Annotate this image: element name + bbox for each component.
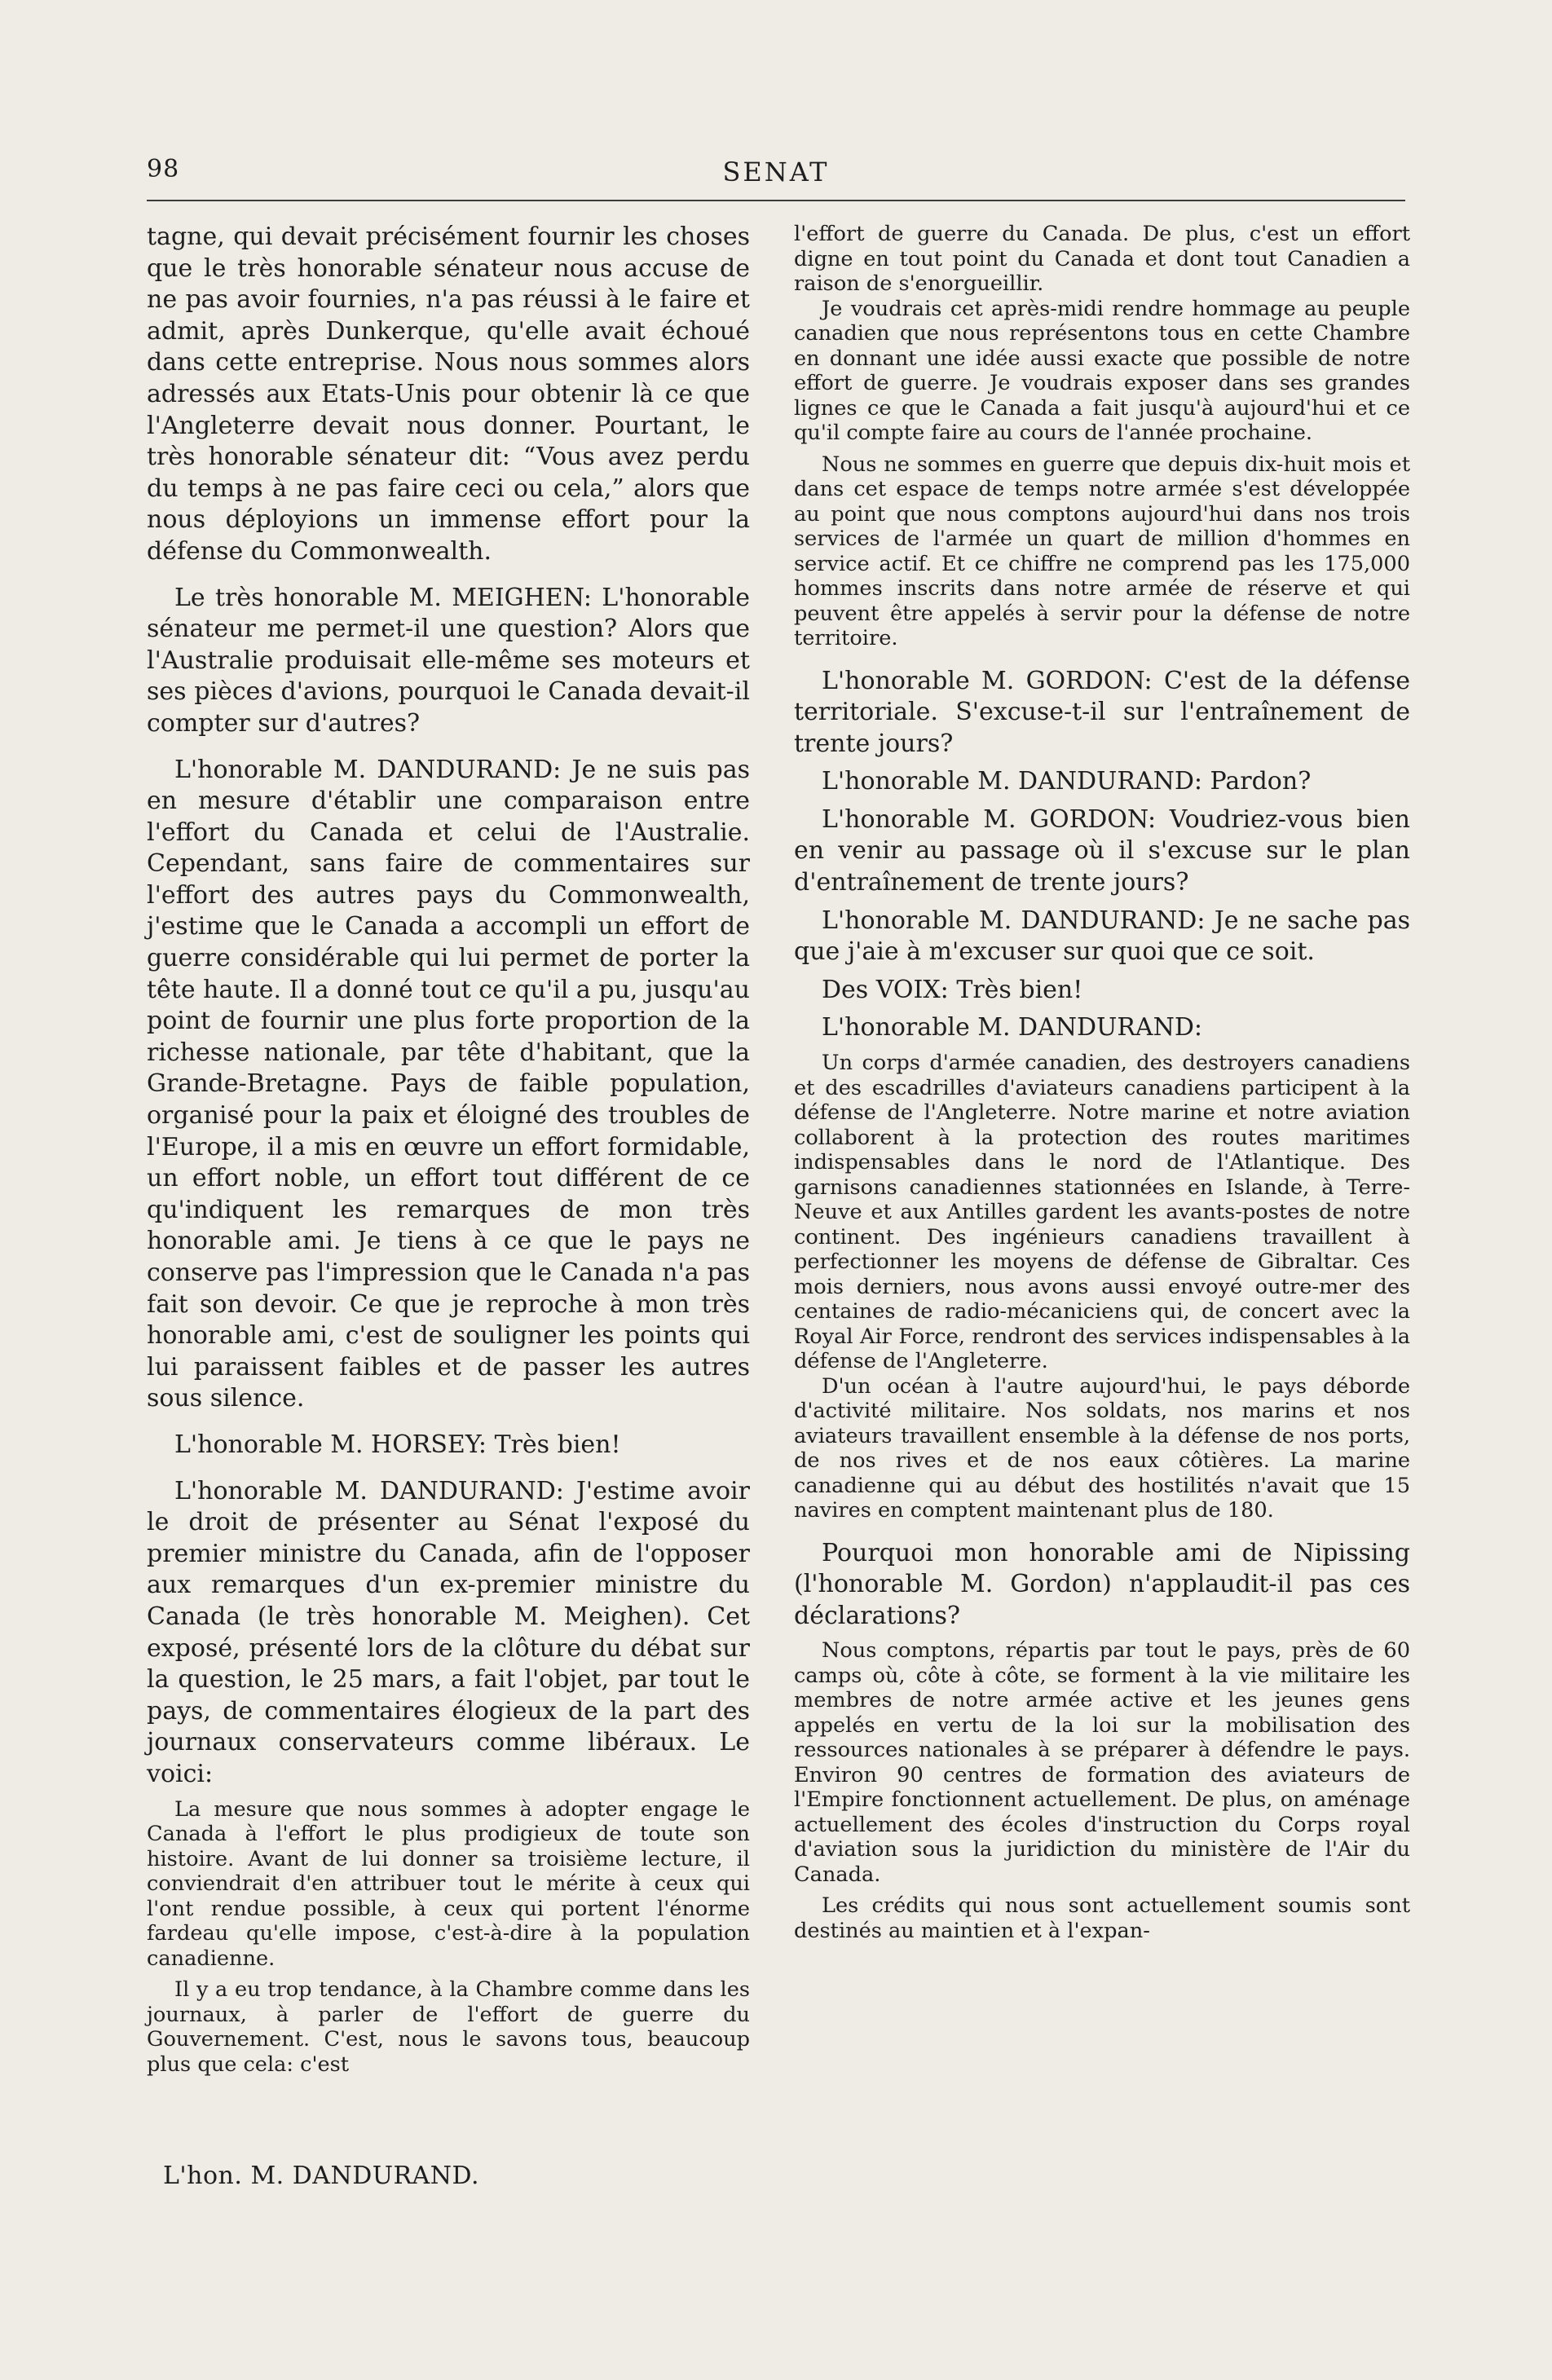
- paragraph: L'honorable M. DANDURAND:: [822, 1013, 1203, 1042]
- quoted-paragraph: Nous comptons, répartis par tout le pays, près de 60 camps où, côte à côte, se forment à la vie militaire les membres de notre armée active et les jeunes gens appelés en vertu de la loi sur la mobilisation des ressources nationales à se préparer à défendre le pays. Environ 90 centres de formation des aviateurs de l'Empire fonctionnent actuellement. De plus, on aménage actuellement des écoles d'instruction du Corps royal d'aviation sous la juridiction du ministère de l'Air du Canada.: [794, 1638, 1410, 1887]
- quoted-paragraph: La mesure que nous sommes à adopter engage le Canada à l'effort le plus prodigieux de toute son histoire. Avant de lui donner sa troisième lecture, il conviendrait d'en attribuer tout le mérite à ceux qui l'ont rendue possible, à ceux qui portent l'énorme fardeau qu'elle impose, c'est-à-dire à la population canadienne.: [147, 1796, 750, 1971]
- paragraph: L'honorable M. HORSEY: Très bien!: [174, 1430, 621, 1459]
- left-column: [147, 222, 750, 2077]
- paragraph: tagne, qui devait précisément fournir les choses que le très honorable sénateur nous accuse de ne pas avoir fournies, n'a pas réussi à le faire et admit, après Dunkerque, qu'elle avait échoué dans cette entreprise. Nous nous sommes alors adressés aux Etats-Unis pour obtenir là ce que l'Angleterre devait nous donner. Pourtant, le très honorable sénateur dit: “Vous avez perdu du temps à ne pas faire ceci ou cela,” alors que nous déployions un immense effort pour la défense du Commonwealth.: [147, 223, 750, 566]
- paragraph: L'honorable M. DANDURAND: Je ne suis pas en mesure d'établir une comparaison entre l'effort du Canada et celui de l'Australie. Cependant, sans faire de commentaires sur l'effort des autres pays du Commonwealth, j'estime que le Canada a accompli un effort de guerre considérable qui lui permet de porter la tête haute. Il a donné tout ce qu'il a pu, jusqu'au point de fournir une plus forte proportion de la richesse nationale, par tête d'habitant, que la Grande-Bretagne. Pays de faible population, organisé pour la paix et éloigné des troubles de l'Europe, il a mis en œuvre un effort formidable, un effort noble, un effort tout différent de ce qu'indiquent les remarques de mon très honorable ami. Je tiens à ce que le pays ne conserve pas l'impression que le Canada n'a pas fait son devoir. Ce que je reproche à mon très honorable ami, c'est de souligner les points qui lui paraissent faibles et de passer les autres sous silence.: [147, 755, 750, 1413]
- page-footer: L'hon. M. DANDURAND.: [163, 2162, 480, 2190]
- quoted-paragraph: Il y a eu trop tendance, à la Chambre comme dans les journaux, à parler de l'effort de guerre du Gouvernement. C'est, nous le savons tous, beaucoup plus que cela: c'est: [147, 1977, 750, 2077]
- quoted-paragraph: Les crédits qui nous sont actuellement soumis sont destinés au maintien et à l'expan-: [794, 1893, 1410, 1943]
- paragraph: Le très honorable M. MEIGHEN: L'honorable sénateur me permet-il une question? Alors que l'Australie produisait elle-même ses moteurs et ses pièces d'avions, pourquoi le Canada devait-il compter sur d'autres?: [147, 583, 750, 738]
- paragraph: Des VOIX: Très bien!: [822, 975, 1083, 1004]
- header-rule: [147, 200, 1405, 201]
- quoted-paragraph: D'un océan à l'autre aujourd'hui, le pays déborde d'activité militaire. Nos soldats, nos marins et nos aviateurs travaillent ensemble à la défense de nos ports, de nos rives et de nos eaux côtières. La marine canadienne qui au début des hostilités n'avait que 15 navires en comptent maintenant plus de 180.: [794, 1373, 1410, 1523]
- right-column: [794, 222, 1410, 1943]
- paragraph: L'honorable M. DANDURAND: Pardon?: [822, 767, 1312, 796]
- paragraph: L'honorable M. GORDON: C'est de la défense territoriale. S'excuse-t-il sur l'entraînement de trente jours?: [794, 666, 1410, 758]
- paragraph: L'honorable M. DANDURAND: Je ne sache pas que j'aie à m'excuser sur quoi que ce soit.: [794, 906, 1410, 967]
- paragraph: L'honorable M. DANDURAND: J'estime avoir le droit de présenter au Sénat l'exposé du premier ministre du Canada, afin de l'opposer aux remarques d'un ex-premier ministre du Canada (le très honorable M. Meighen). Cet exposé, présenté lors de la clôture du débat sur la question, le 25 mars, a fait l'objet, par tout le pays, de commentaires élogieux de la part des journaux conservateurs comme libéraux. Le voici:: [147, 1476, 750, 1788]
- quoted-paragraph: Nous ne sommes en guerre que depuis dix-huit mois et dans cet espace de temps notre armée s'est développée au point que nous comptons aujourd'hui dans nos trois services de l'armée un quart de million d'hommes en service actif. Et ce chiffre ne comprend pas les 175,000 hommes inscrits dans notre armée de réserve et qui peuvent être appelés à servir pour la défense de notre territoire.: [794, 452, 1410, 650]
- quoted-paragraph: Un corps d'armée canadien, des destroyers canadiens et des escadrilles d'aviateurs canadiens participent à la défense de l'Angleterre. Notre marine et notre aviation collaborent à la protection des routes maritimes indispensables dans le nord de l'Atlantique. Des garnisons canadiennes stationnées en Islande, à Terre-Neuve et aux Antilles gardent les avants-postes de notre continent. Des ingénieurs canadiens travaillent à perfectionner les moyens de défense de Gibraltar. Ces mois derniers, nous avons aussi envoyé outre-mer des centaines de radio-mécaniciens qui, de concert avec la Royal Air Force, rendront des services indispensables à la défense de l'Angleterre.: [794, 1051, 1410, 1374]
- paragraph: Pourquoi mon honorable ami de Nipissing (l'honorable M. Gordon) n'applaudit-il pas ces déclarations?: [794, 1538, 1410, 1630]
- quoted-paragraph: Je voudrais cet après-midi rendre hommage au peuple canadien que nous représentons tous en cette Chambre en donnant une idée aussi exacte que possible de notre effort de guerre. Je voudrais exposer dans ses grandes lignes ce que le Canada a fait jusqu'à aujourd'hui et ce qu'il compte faire au cours de l'année prochaine.: [794, 296, 1410, 445]
- quoted-paragraph: l'effort de guerre du Canada. De plus, c'est un effort digne en tout point du Canada et dont tout Canadien a raison de s'enorgueillir.: [794, 222, 1410, 296]
- paragraph: L'honorable M. GORDON: Voudriez-vous bien en venir au passage où il s'excuse sur le plan d'entraînement de trente jours?: [794, 804, 1410, 897]
- page-number: 98: [147, 155, 180, 183]
- running-head: SENAT: [722, 156, 830, 187]
